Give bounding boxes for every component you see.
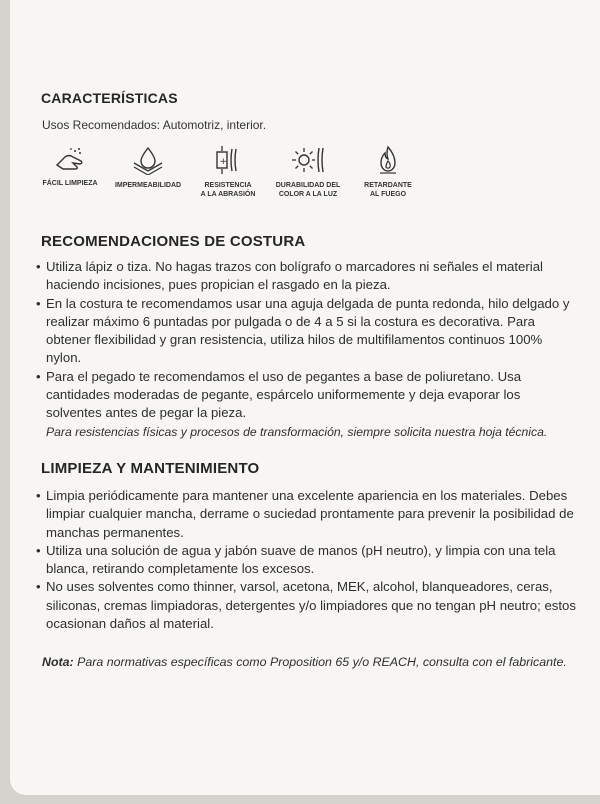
costura-note: Para resistencias físicas y procesos de transformación, siempre solicita nuestra hoja técnica. <box>46 424 548 439</box>
usos-recomendados: Usos Recomendados: Automotriz, interior. <box>42 118 267 132</box>
list-item: • Para el pegado te recomendamos el uso de pegantes a base de poliuretano. Usa cantidades moderadas de pegante, espárcelo uniformemente y deja evaporar los solventes antes de pegar la pieza. <box>36 368 576 423</box>
nota-footer <box>42 655 567 669</box>
feature-label: FÁCIL LIMPIEZA <box>42 180 98 187</box>
feature-durabilidad-color <box>268 145 348 199</box>
abrasion-icon <box>211 145 245 175</box>
flame-icon <box>373 145 403 175</box>
feature-label: DURABILIDAD DEL COLOR A LA LUZ <box>275 182 341 198</box>
caracteristicas-title: CARACTERÍSTICAS <box>41 90 178 106</box>
water-drop-icon <box>131 145 165 175</box>
list-item: • No uses solventes como thinner, varsol, acetona, MEK, alcohol, blanqueadores, ceras, siliconas, cremas limpiadoras, detergentes y/o limpiadores que no tengan pH neutro; estos ocasionan daños al material. <box>36 578 576 633</box>
feature-facil-limpieza <box>30 145 110 188</box>
costura-list <box>36 258 576 441</box>
list-item: • En la costura te recomendamos usar una aguja delgada de punta redonda, hilo delgado y realizar máximo 6 puntadas por pulgada o de 4 a 5 si la costura es decorativa. Para obtener flexibilidad y gran resistencia, utiliza hilos de multifilamentos continuos 100% nylon. <box>36 295 576 368</box>
limpieza-list <box>36 487 576 633</box>
list-item: • Utiliza lápiz o tiza. No hagas trazos con bolígrafo o marcadores ni señales el material haciendo incisiones, pues propician el rasgado en la pieza. <box>36 258 576 295</box>
cleaning-hand-icon <box>53 145 87 173</box>
svg-text:+: + <box>219 157 228 167</box>
feature-resistencia-abrasion <box>188 145 268 199</box>
nota-text: Para normativas específicas como Proposition 65 y/o REACH, consulta con el fabricante. <box>73 655 567 669</box>
features-icon-row <box>30 145 430 215</box>
nota-label: Nota: <box>42 655 74 669</box>
sun-icon <box>290 145 326 175</box>
feature-label: IMPERMEABILIDAD <box>114 182 182 189</box>
costura-title: RECOMENDACIONES DE COSTURA <box>41 233 306 250</box>
feature-label: RETARDANTE AL FUEGO <box>364 182 412 198</box>
feature-impermeabilidad <box>108 145 188 190</box>
feature-retardante-fuego <box>348 145 428 199</box>
feature-label: RESISTENCIA A LA ABRASIÓN <box>200 182 256 198</box>
limpieza-title: LIMPIEZA Y MANTENIMIENTO <box>41 460 260 477</box>
list-item: • Utiliza una solución de agua y jabón suave de manos (pH neutro), y limpia con una tela blanca, retirando completamente los excesos. <box>36 542 576 579</box>
list-item: • Limpia periódicamente para mantener una excelente apariencia en los materiales. Debes limpiar cualquier mancha, derrame o suciedad prontamente para prevenir la posibilidad de manchas permanentes. <box>36 487 576 542</box>
